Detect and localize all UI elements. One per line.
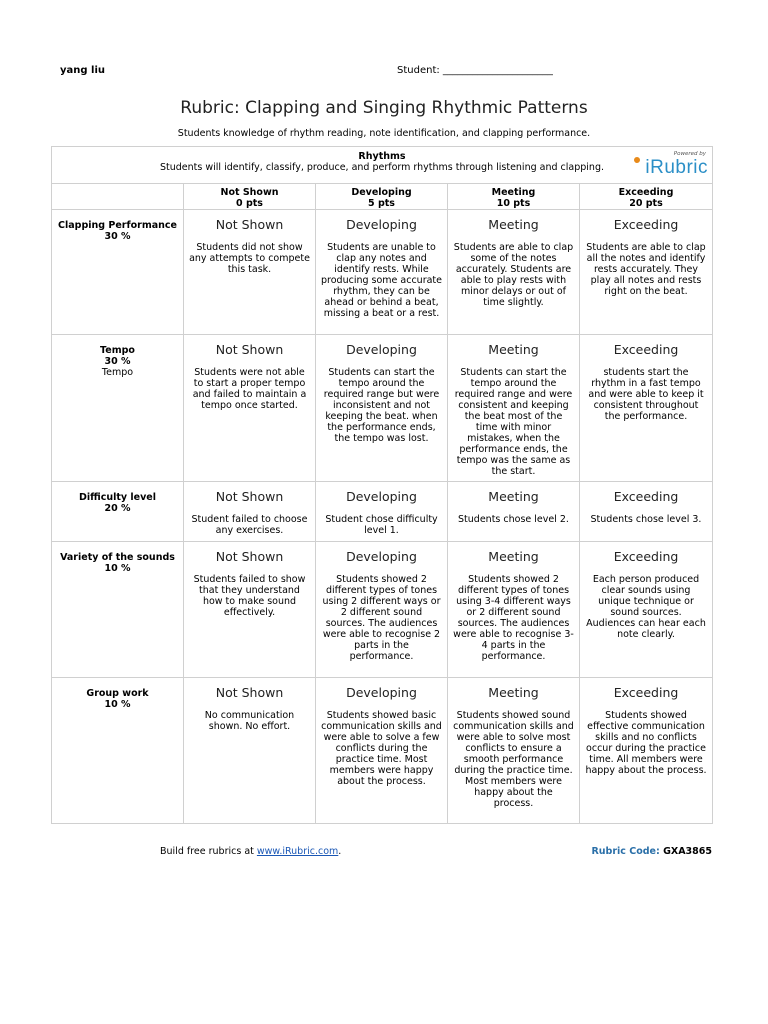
rubric-table: [51, 146, 713, 824]
rubric-cell[interactable]: Developing Students are unable to clap any notes and identify rests. While producing some accurate rhythm, they can be ahead or behind a beat, missing a beat or a rest.: [316, 210, 448, 335]
irubric-link[interactable]: www.iRubric.com: [256, 846, 339, 857]
rubric-cell[interactable]: Developing Students can start the tempo around the required range but were inconsistent and not keeping the beat. when the performance ends, the tempo was lost.: [316, 335, 448, 482]
student-field-label: Student: ______________________: [397, 65, 553, 76]
logo-powered-by: Powered by: [673, 151, 706, 157]
rubric-cell[interactable]: Meeting Students showed sound communication skills and were able to solve most conflicts to ensure a smooth performance during the practice time. Most members were happy about the process.: [448, 678, 580, 824]
rubric-cell[interactable]: Meeting Students can start the tempo around the required range and were consistent and keeping the beat most of the time with minor mistakes, when the performance ends, the tempo was the same as the start.: [448, 335, 580, 482]
rubric-cell[interactable]: Developing Student chose difficulty level 1.: [316, 482, 448, 542]
level-header-not-shown: Not Shown 0 pts: [184, 184, 316, 210]
logo-wordmark: iRubric: [645, 157, 708, 178]
criterion-row-tempo: [52, 335, 713, 482]
criterion-label: Clapping Performance 30 %: [52, 210, 184, 335]
rubric-header: [52, 147, 713, 184]
rubric-code: [591, 846, 712, 857]
rubric-cell[interactable]: Not Shown Students did not show any attempts to compete this task.: [184, 210, 316, 335]
rubric-cell[interactable]: Not Shown Students were not able to start a proper tempo and failed to maintain a tempo once started.: [184, 335, 316, 482]
rubric-cell[interactable]: Exceeding Each person produced clear sounds using unique technique or sound sources. Audiences can hear each note clearly.: [580, 542, 713, 678]
rubric-cell[interactable]: Not Shown No communication shown. No effort.: [184, 678, 316, 824]
author-name: yang liu: [60, 65, 105, 76]
rubric-cell[interactable]: Meeting Students chose level 2.: [448, 482, 580, 542]
criterion-row-difficulty: [52, 482, 713, 542]
criterion-label: Variety of the sounds 10 %: [52, 542, 184, 678]
criterion-row-clapping: [52, 210, 713, 335]
criterion-label: Tempo 30 % Tempo: [52, 335, 184, 482]
rubric-cell[interactable]: Not Shown Students failed to show that they understand how to make sound effectively.: [184, 542, 316, 678]
rubric-description: Students will identify, classify, produce, and perform rhythms through listening and clapping.: [160, 162, 604, 173]
rubric-cell[interactable]: Not Shown Student failed to choose any exercises.: [184, 482, 316, 542]
irubric-logo[interactable]: [632, 151, 708, 179]
footer-build-text: Build free rubrics at www.iRubric.com.: [160, 846, 342, 857]
rubric-cell[interactable]: Developing Students showed basic communication skills and were able to solve a few conflicts during the practice time. Most members were happy about the process.: [316, 678, 448, 824]
criterion-row-variety: [52, 542, 713, 678]
rubric-cell[interactable]: Developing Students showed 2 different types of tones using 2 different ways or 2 different sound sources. The audiences were able to recognise 2 parts in the performance.: [316, 542, 448, 678]
criterion-label: Difficulty level 20 %: [52, 482, 184, 542]
rubric-cell[interactable]: Exceeding students start the rhythm in a fast tempo and were able to keep it consistent throughout the performance.: [580, 335, 713, 482]
rubric-code-label: Rubric Code:: [591, 846, 664, 857]
page-subtitle: Students knowledge of rhythm reading, note identification, and clapping performance.: [177, 128, 591, 139]
rubric-cell[interactable]: Exceeding Students chose level 3.: [580, 482, 713, 542]
rubric-cell[interactable]: Exceeding Students are able to clap all the notes and identify rests accurately. They play all notes and rests right on the beat.: [580, 210, 713, 335]
rubric-cell[interactable]: Meeting Students are able to clap some of the notes accurately. Students are able to play rests with minor delays or out of time slightly.: [448, 210, 580, 335]
logo-dot-icon: [634, 157, 640, 163]
page-title: Rubric: Clapping and Singing Rhythmic Patterns: [180, 98, 588, 118]
level-header-developing: Developing 5 pts: [316, 184, 448, 210]
rubric-heading: Rhythms: [358, 151, 406, 162]
rubric-cell[interactable]: Meeting Students showed 2 different types of tones using 3-4 different ways or 2 different sound sources. The audiences were able to recognise 3-4 parts in the performance.: [448, 542, 580, 678]
criterion-label: Group work 10 %: [52, 678, 184, 824]
corner-cell: [52, 184, 184, 210]
rubric-cell[interactable]: Exceeding Students showed effective communication skills and no conflicts occur during the practice time. All members were happy about the process.: [580, 678, 713, 824]
rubric-code-value: GXA3865: [663, 846, 712, 857]
level-header-meeting: Meeting 10 pts: [448, 184, 580, 210]
level-header-exceeding: Exceeding 20 pts: [580, 184, 713, 210]
criterion-row-groupwork: [52, 678, 713, 824]
